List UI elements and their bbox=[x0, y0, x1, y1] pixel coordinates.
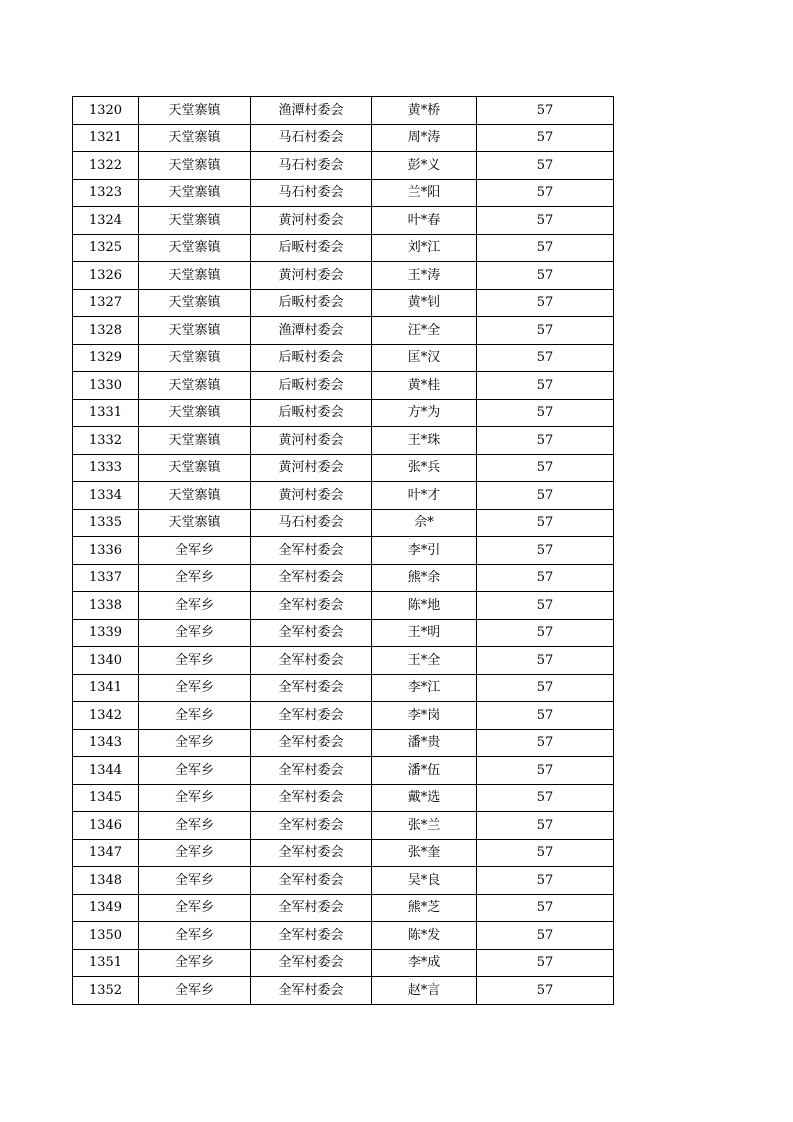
table-row bbox=[73, 977, 614, 1005]
table-row bbox=[73, 509, 614, 537]
village-committee-cell: 全军村委会 bbox=[251, 949, 372, 977]
table-row bbox=[73, 344, 614, 372]
seq-number-cell: 1351 bbox=[73, 949, 139, 977]
table-row bbox=[73, 317, 614, 345]
name-cell: 兰*阳 bbox=[372, 179, 477, 207]
village-committee-cell: 马石村委会 bbox=[251, 124, 372, 152]
seq-number-cell: 1335 bbox=[73, 509, 139, 537]
name-cell: 李*岗 bbox=[372, 702, 477, 730]
seq-number-cell: 1346 bbox=[73, 812, 139, 840]
town-cell: 天堂寨镇 bbox=[139, 427, 251, 455]
name-cell: 赵*言 bbox=[372, 977, 477, 1005]
amount-cell: 57 bbox=[477, 592, 614, 620]
name-cell: 叶*才 bbox=[372, 482, 477, 510]
seq-number-cell: 1345 bbox=[73, 784, 139, 812]
table-body bbox=[73, 97, 614, 1005]
table-row bbox=[73, 757, 614, 785]
name-cell: 熊*芝 bbox=[372, 894, 477, 922]
name-cell: 张*兵 bbox=[372, 454, 477, 482]
seq-number-cell: 1337 bbox=[73, 564, 139, 592]
village-committee-cell: 全军村委会 bbox=[251, 564, 372, 592]
name-cell: 刘*江 bbox=[372, 234, 477, 262]
town-cell: 全军乡 bbox=[139, 619, 251, 647]
town-cell: 全军乡 bbox=[139, 949, 251, 977]
name-cell: 陈*发 bbox=[372, 922, 477, 950]
town-cell: 天堂寨镇 bbox=[139, 124, 251, 152]
table-row bbox=[73, 262, 614, 290]
town-cell: 天堂寨镇 bbox=[139, 97, 251, 125]
table-row bbox=[73, 949, 614, 977]
seq-number-cell: 1348 bbox=[73, 867, 139, 895]
name-cell: 王*全 bbox=[372, 647, 477, 675]
town-cell: 天堂寨镇 bbox=[139, 399, 251, 427]
amount-cell: 57 bbox=[477, 702, 614, 730]
village-committee-cell: 全军村委会 bbox=[251, 702, 372, 730]
amount-cell: 57 bbox=[477, 894, 614, 922]
amount-cell: 57 bbox=[477, 757, 614, 785]
seq-number-cell: 1350 bbox=[73, 922, 139, 950]
amount-cell: 57 bbox=[477, 317, 614, 345]
village-committee-cell: 全军村委会 bbox=[251, 839, 372, 867]
seq-number-cell: 1342 bbox=[73, 702, 139, 730]
table-row bbox=[73, 619, 614, 647]
town-cell: 全军乡 bbox=[139, 564, 251, 592]
amount-cell: 57 bbox=[477, 207, 614, 235]
town-cell: 全军乡 bbox=[139, 812, 251, 840]
town-cell: 全军乡 bbox=[139, 784, 251, 812]
village-committee-cell: 后畈村委会 bbox=[251, 344, 372, 372]
town-cell: 全军乡 bbox=[139, 674, 251, 702]
seq-number-cell: 1352 bbox=[73, 977, 139, 1005]
amount-cell: 57 bbox=[477, 647, 614, 675]
village-committee-cell: 全军村委会 bbox=[251, 977, 372, 1005]
table-row bbox=[73, 152, 614, 180]
name-cell: 李*引 bbox=[372, 537, 477, 565]
village-committee-cell: 后畈村委会 bbox=[251, 234, 372, 262]
seq-number-cell: 1334 bbox=[73, 482, 139, 510]
table-row bbox=[73, 537, 614, 565]
village-committee-cell: 后畈村委会 bbox=[251, 372, 372, 400]
village-committee-cell: 后畈村委会 bbox=[251, 399, 372, 427]
table-row bbox=[73, 179, 614, 207]
seq-number-cell: 1323 bbox=[73, 179, 139, 207]
table-row bbox=[73, 207, 614, 235]
table-row bbox=[73, 234, 614, 262]
table-row bbox=[73, 454, 614, 482]
seq-number-cell: 1325 bbox=[73, 234, 139, 262]
village-committee-cell: 全军村委会 bbox=[251, 867, 372, 895]
table-row bbox=[73, 592, 614, 620]
town-cell: 全军乡 bbox=[139, 867, 251, 895]
village-committee-cell: 全军村委会 bbox=[251, 894, 372, 922]
table-row bbox=[73, 729, 614, 757]
table-row bbox=[73, 867, 614, 895]
town-cell: 天堂寨镇 bbox=[139, 372, 251, 400]
seq-number-cell: 1340 bbox=[73, 647, 139, 675]
town-cell: 全军乡 bbox=[139, 757, 251, 785]
name-cell: 李*成 bbox=[372, 949, 477, 977]
village-committee-cell: 马石村委会 bbox=[251, 509, 372, 537]
seq-number-cell: 1344 bbox=[73, 757, 139, 785]
amount-cell: 57 bbox=[477, 234, 614, 262]
town-cell: 天堂寨镇 bbox=[139, 482, 251, 510]
amount-cell: 57 bbox=[477, 427, 614, 455]
seq-number-cell: 1341 bbox=[73, 674, 139, 702]
town-cell: 全军乡 bbox=[139, 537, 251, 565]
seq-number-cell: 1349 bbox=[73, 894, 139, 922]
village-committee-cell: 马石村委会 bbox=[251, 152, 372, 180]
amount-cell: 57 bbox=[477, 344, 614, 372]
name-cell: 佘* bbox=[372, 509, 477, 537]
amount-cell: 57 bbox=[477, 564, 614, 592]
seq-number-cell: 1343 bbox=[73, 729, 139, 757]
name-cell: 王*明 bbox=[372, 619, 477, 647]
village-committee-cell: 全军村委会 bbox=[251, 674, 372, 702]
town-cell: 天堂寨镇 bbox=[139, 289, 251, 317]
seq-number-cell: 1328 bbox=[73, 317, 139, 345]
amount-cell: 57 bbox=[477, 399, 614, 427]
village-committee-cell: 全军村委会 bbox=[251, 784, 372, 812]
name-cell: 潘*贵 bbox=[372, 729, 477, 757]
town-cell: 天堂寨镇 bbox=[139, 317, 251, 345]
amount-cell: 57 bbox=[477, 674, 614, 702]
amount-cell: 57 bbox=[477, 97, 614, 125]
village-committee-cell: 全军村委会 bbox=[251, 812, 372, 840]
name-cell: 张*兰 bbox=[372, 812, 477, 840]
name-cell: 吴*良 bbox=[372, 867, 477, 895]
table-row bbox=[73, 674, 614, 702]
table-row bbox=[73, 784, 614, 812]
table-row bbox=[73, 564, 614, 592]
seq-number-cell: 1326 bbox=[73, 262, 139, 290]
name-cell: 黄*桂 bbox=[372, 372, 477, 400]
name-cell: 张*奎 bbox=[372, 839, 477, 867]
table-row bbox=[73, 647, 614, 675]
name-cell: 熊*余 bbox=[372, 564, 477, 592]
amount-cell: 57 bbox=[477, 179, 614, 207]
village-committee-cell: 全军村委会 bbox=[251, 647, 372, 675]
amount-cell: 57 bbox=[477, 537, 614, 565]
name-cell: 彭*义 bbox=[372, 152, 477, 180]
name-cell: 王*珠 bbox=[372, 427, 477, 455]
amount-cell: 57 bbox=[477, 784, 614, 812]
name-cell: 匡*汉 bbox=[372, 344, 477, 372]
name-cell: 黄*桥 bbox=[372, 97, 477, 125]
town-cell: 全军乡 bbox=[139, 839, 251, 867]
village-committee-cell: 全军村委会 bbox=[251, 757, 372, 785]
village-committee-cell: 黄河村委会 bbox=[251, 454, 372, 482]
amount-cell: 57 bbox=[477, 152, 614, 180]
amount-cell: 57 bbox=[477, 812, 614, 840]
amount-cell: 57 bbox=[477, 262, 614, 290]
seq-number-cell: 1321 bbox=[73, 124, 139, 152]
table-row bbox=[73, 399, 614, 427]
name-cell: 叶*春 bbox=[372, 207, 477, 235]
seq-number-cell: 1320 bbox=[73, 97, 139, 125]
town-cell: 天堂寨镇 bbox=[139, 262, 251, 290]
village-committee-cell: 黄河村委会 bbox=[251, 482, 372, 510]
seq-number-cell: 1338 bbox=[73, 592, 139, 620]
table-row bbox=[73, 372, 614, 400]
table-row bbox=[73, 812, 614, 840]
seq-number-cell: 1339 bbox=[73, 619, 139, 647]
name-cell: 戴*选 bbox=[372, 784, 477, 812]
table-row bbox=[73, 289, 614, 317]
seq-number-cell: 1330 bbox=[73, 372, 139, 400]
seq-number-cell: 1347 bbox=[73, 839, 139, 867]
seq-number-cell: 1333 bbox=[73, 454, 139, 482]
table-row bbox=[73, 124, 614, 152]
record-table bbox=[72, 96, 614, 1005]
town-cell: 全军乡 bbox=[139, 977, 251, 1005]
town-cell: 全军乡 bbox=[139, 729, 251, 757]
village-committee-cell: 后畈村委会 bbox=[251, 289, 372, 317]
town-cell: 全军乡 bbox=[139, 702, 251, 730]
town-cell: 全军乡 bbox=[139, 894, 251, 922]
seq-number-cell: 1324 bbox=[73, 207, 139, 235]
town-cell: 天堂寨镇 bbox=[139, 179, 251, 207]
village-committee-cell: 全军村委会 bbox=[251, 592, 372, 620]
village-committee-cell: 渔潭村委会 bbox=[251, 317, 372, 345]
town-cell: 全军乡 bbox=[139, 592, 251, 620]
village-committee-cell: 全军村委会 bbox=[251, 619, 372, 647]
name-cell: 王*涛 bbox=[372, 262, 477, 290]
seq-number-cell: 1329 bbox=[73, 344, 139, 372]
town-cell: 天堂寨镇 bbox=[139, 152, 251, 180]
village-committee-cell: 黄河村委会 bbox=[251, 207, 372, 235]
town-cell: 天堂寨镇 bbox=[139, 234, 251, 262]
seq-number-cell: 1322 bbox=[73, 152, 139, 180]
amount-cell: 57 bbox=[477, 124, 614, 152]
village-committee-cell: 全军村委会 bbox=[251, 537, 372, 565]
town-cell: 天堂寨镇 bbox=[139, 207, 251, 235]
town-cell: 全军乡 bbox=[139, 647, 251, 675]
amount-cell: 57 bbox=[477, 289, 614, 317]
name-cell: 潘*伍 bbox=[372, 757, 477, 785]
table-row bbox=[73, 894, 614, 922]
village-committee-cell: 全军村委会 bbox=[251, 922, 372, 950]
amount-cell: 57 bbox=[477, 619, 614, 647]
table-row bbox=[73, 922, 614, 950]
town-cell: 天堂寨镇 bbox=[139, 344, 251, 372]
name-cell: 黄*钊 bbox=[372, 289, 477, 317]
table-row bbox=[73, 839, 614, 867]
amount-cell: 57 bbox=[477, 839, 614, 867]
town-cell: 天堂寨镇 bbox=[139, 454, 251, 482]
seq-number-cell: 1332 bbox=[73, 427, 139, 455]
name-cell: 陈*地 bbox=[372, 592, 477, 620]
seq-number-cell: 1327 bbox=[73, 289, 139, 317]
amount-cell: 57 bbox=[477, 949, 614, 977]
town-cell: 全军乡 bbox=[139, 922, 251, 950]
amount-cell: 57 bbox=[477, 729, 614, 757]
amount-cell: 57 bbox=[477, 454, 614, 482]
amount-cell: 57 bbox=[477, 867, 614, 895]
village-committee-cell: 黄河村委会 bbox=[251, 427, 372, 455]
seq-number-cell: 1331 bbox=[73, 399, 139, 427]
village-committee-cell: 渔潭村委会 bbox=[251, 97, 372, 125]
amount-cell: 57 bbox=[477, 509, 614, 537]
table-row bbox=[73, 702, 614, 730]
village-committee-cell: 马石村委会 bbox=[251, 179, 372, 207]
amount-cell: 57 bbox=[477, 482, 614, 510]
amount-cell: 57 bbox=[477, 922, 614, 950]
name-cell: 李*江 bbox=[372, 674, 477, 702]
amount-cell: 57 bbox=[477, 977, 614, 1005]
seq-number-cell: 1336 bbox=[73, 537, 139, 565]
name-cell: 汪*全 bbox=[372, 317, 477, 345]
amount-cell: 57 bbox=[477, 372, 614, 400]
name-cell: 周*涛 bbox=[372, 124, 477, 152]
table-row bbox=[73, 482, 614, 510]
village-committee-cell: 全军村委会 bbox=[251, 729, 372, 757]
table-row bbox=[73, 97, 614, 125]
table-row bbox=[73, 427, 614, 455]
village-committee-cell: 黄河村委会 bbox=[251, 262, 372, 290]
name-cell: 方*为 bbox=[372, 399, 477, 427]
town-cell: 天堂寨镇 bbox=[139, 509, 251, 537]
